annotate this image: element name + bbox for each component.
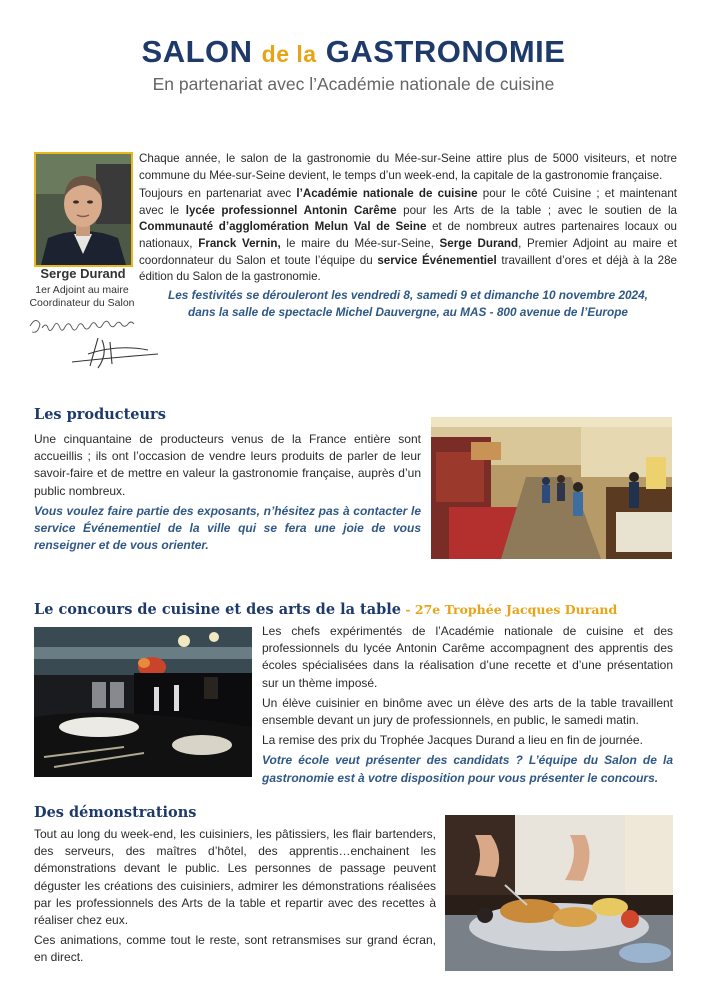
concours-text <box>262 623 673 790</box>
demos-text <box>34 826 436 970</box>
demos-paragraph-2: Ces animations, comme tout le reste, sont retransmises sur grand écran, en direct. <box>34 933 436 965</box>
intro-text <box>139 151 677 288</box>
person-role <box>14 284 150 310</box>
intro-paragraph-1: Chaque année, le salon de la gastronomie du Mée-sur-Seine attire plus de 5000 visiteurs, et notre commune du Mée-sur-Seine devient, le temps d’un week-end, la capitale de la gastronomie française. <box>139 152 677 182</box>
page-title <box>0 34 707 70</box>
title-gastronomie: GASTRONOMIE <box>325 34 566 69</box>
role-line-2: Coordinateur du Salon <box>29 297 135 309</box>
chef-demonstration-photo <box>445 815 673 971</box>
producteurs-paragraph: Une cinquantaine de producteurs venus de la France entière sont accueillis ; ils ont l’occasion de vendre leurs produits de parler de leur savoir-faire et de mettre en valeur la gastronomie française, auprès d’un public nombreux. <box>34 432 421 498</box>
portrait-photo <box>34 152 133 267</box>
producteurs-cta: Vous voulez faire partie des exposants, n’hésitez pas à contacter le service Événementiel de la ville qui se fera une joie de vous renseigner et de vous orienter. <box>34 503 421 553</box>
role-line-1: 1er Adjoint au maire <box>35 284 129 296</box>
title-salon: SALON <box>141 34 253 69</box>
concours-paragraph-2: Un élève cuisinier en binôme avec un élève des arts de la table travaillent ensemble devant un jury de professionnels, en public, le samedi matin. <box>262 695 673 728</box>
section-title-demonstrations: Des démonstrations <box>34 804 197 821</box>
person-name: Serge Durand <box>40 266 126 281</box>
title-de-la: de la <box>261 41 317 67</box>
section-title-concours: Le concours de cuisine et des arts de la table - 27e Trophée Jacques Durand <box>34 601 618 618</box>
page-subtitle: En partenariat avec l’Académie nationale de cuisine <box>152 74 555 94</box>
table-setting-photo <box>34 627 252 777</box>
producteurs-text <box>34 431 421 557</box>
signature <box>28 314 160 374</box>
section-title-producteurs: Les producteurs <box>34 406 166 423</box>
concours-paragraph-1: Les chefs expérimentés de l’Académie nationale de cuisine et des professionnels du lycée Antonin Carême accompagnent des apprentis des écoles spécialisées dans la réalisation d’une recette et d’une présentation sur un thème imposé. <box>262 624 673 690</box>
intro-paragraph-2: Toujours en partenariat avec l’Académie nationale de cuisine pour le côté Cuisine ; et maintenant avec le lycée professionnel Antonin Carême pour les Arts de la table ; avec le soutien de la Communauté d’agglomération Melun Val de Seine et de nombreux autres partenaires locaux ou nationaux, Franck Vernin, le maire du Mée-sur-Seine, Serge Durand, Premier Adjoint au maire et coordonnateur du Salon et toute l’équipe du service Événementiel travaillent d’ores et déjà à la 28e édition du Salon de la gastronomie. <box>139 187 677 284</box>
event-dates: Les festivités se dérouleront les vendredi 8, samedi 9 et dimanche 10 novembre 2024, dans la salle de spectacle Michel Dauvergne, au MAS - 800 avenue de l’Europe <box>168 288 648 319</box>
market-hall-photo <box>431 417 672 559</box>
demos-paragraph-1: Tout au long du week-end, les cuisiniers, les pâtissiers, les flair bartenders, des serveurs, des maîtres d’hôtel, des apprentis…enchainent les démonstrations devant le public. Les personnes de passage peuvent déguster les créations des cuisiniers, admirer les démonstrations réalisées par les professionnels des Arts de la table et repartir avec des recettes à réaliser chez eux. <box>34 827 436 928</box>
concours-paragraph-3: La remise des prix du Trophée Jacques Durand a lieu en fin de journée. <box>262 733 643 748</box>
concours-cta: Votre école veut présenter des candidats ? L’équipe du Salon de la gastronomie est à votre disposition pour vous présenter le concours. <box>262 753 673 785</box>
